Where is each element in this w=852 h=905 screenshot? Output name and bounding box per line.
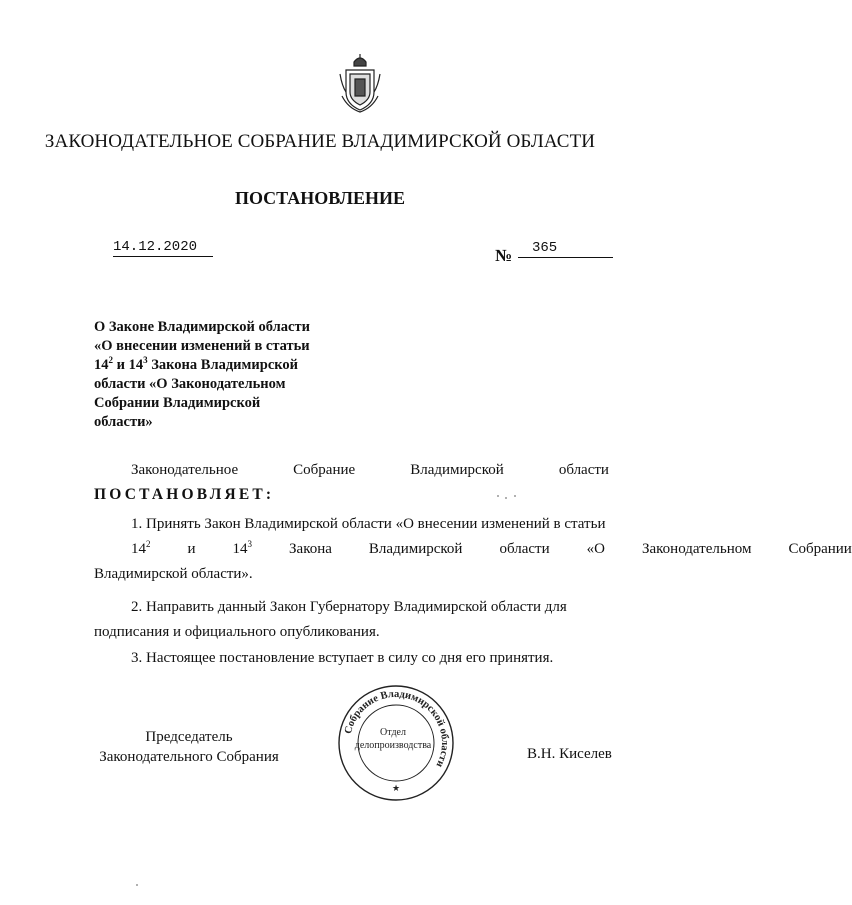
document-number: 365: [518, 240, 613, 258]
scan-speck: [497, 495, 499, 497]
svg-text:Собрание Владимирской области: Собрание Владимирской области: [342, 688, 451, 769]
subject-line: $14^2$ и $14^3$ Закона Владимирской: [94, 355, 299, 373]
clause-1-line: 1. Принять Закон Владимирской области «О внесении изменений в статьи: [131, 516, 606, 532]
number-sign: №: [495, 246, 513, 265]
document-type: ПОСТАНОВЛЕНИЕ: [234, 188, 406, 208]
scan-speck: [505, 497, 507, 499]
clause-2: [94, 595, 610, 645]
subject-line: Собрании Владимирской: [94, 395, 261, 411]
stamp-center-text: Отдел делопроизводства: [354, 727, 432, 751]
coat-of-arms-icon: [338, 52, 382, 114]
subject-line: области»: [94, 414, 153, 430]
svg-text:★: ★: [391, 783, 401, 793]
clause-1-line: Владимирской области».: [94, 566, 253, 582]
signatory-name: В.Н. Киселев: [527, 746, 612, 762]
document-date: 14.12.2020: [113, 239, 213, 257]
clause-2-line: 2. Направить данный Закон Губернатору Владимирской области для: [131, 599, 567, 615]
preamble-word: области: [558, 462, 609, 478]
signatory-position: Председатель Законодательного Собрания: [99, 729, 279, 765]
clause-1-line: $14^2$ и $14^3$ Закона Владимирской области «О Законодательном Собрании: [131, 539, 852, 557]
subject-line: О Законе Владимирской области: [94, 319, 310, 335]
clause-2-line: подписания и официального опубликования.: [94, 624, 380, 640]
subject-line: «О внесении изменений в статьи: [94, 338, 310, 354]
document-subject: [94, 318, 354, 432]
preamble-word: Владимирской: [410, 462, 504, 478]
scan-speck: [514, 495, 516, 497]
preamble-word: Собрание: [293, 462, 356, 478]
organization-title: ЗАКОНОДАТЕЛЬНОЕ СОБРАНИЕ ВЛАДИМИРСКОЙ ОБЛАСТИ: [44, 131, 596, 152]
clause-3: 3. Настоящее постановление вступает в силу со дня его принятия.: [131, 650, 554, 666]
scan-speck: [136, 884, 138, 886]
subject-line: области «О Законодательном: [94, 376, 286, 392]
preamble: [131, 462, 609, 479]
clause-1: [94, 512, 852, 587]
decree-word: ПОСТАНОВЛЯЕТ:: [94, 486, 275, 503]
preamble-word: Законодательное: [131, 462, 239, 478]
